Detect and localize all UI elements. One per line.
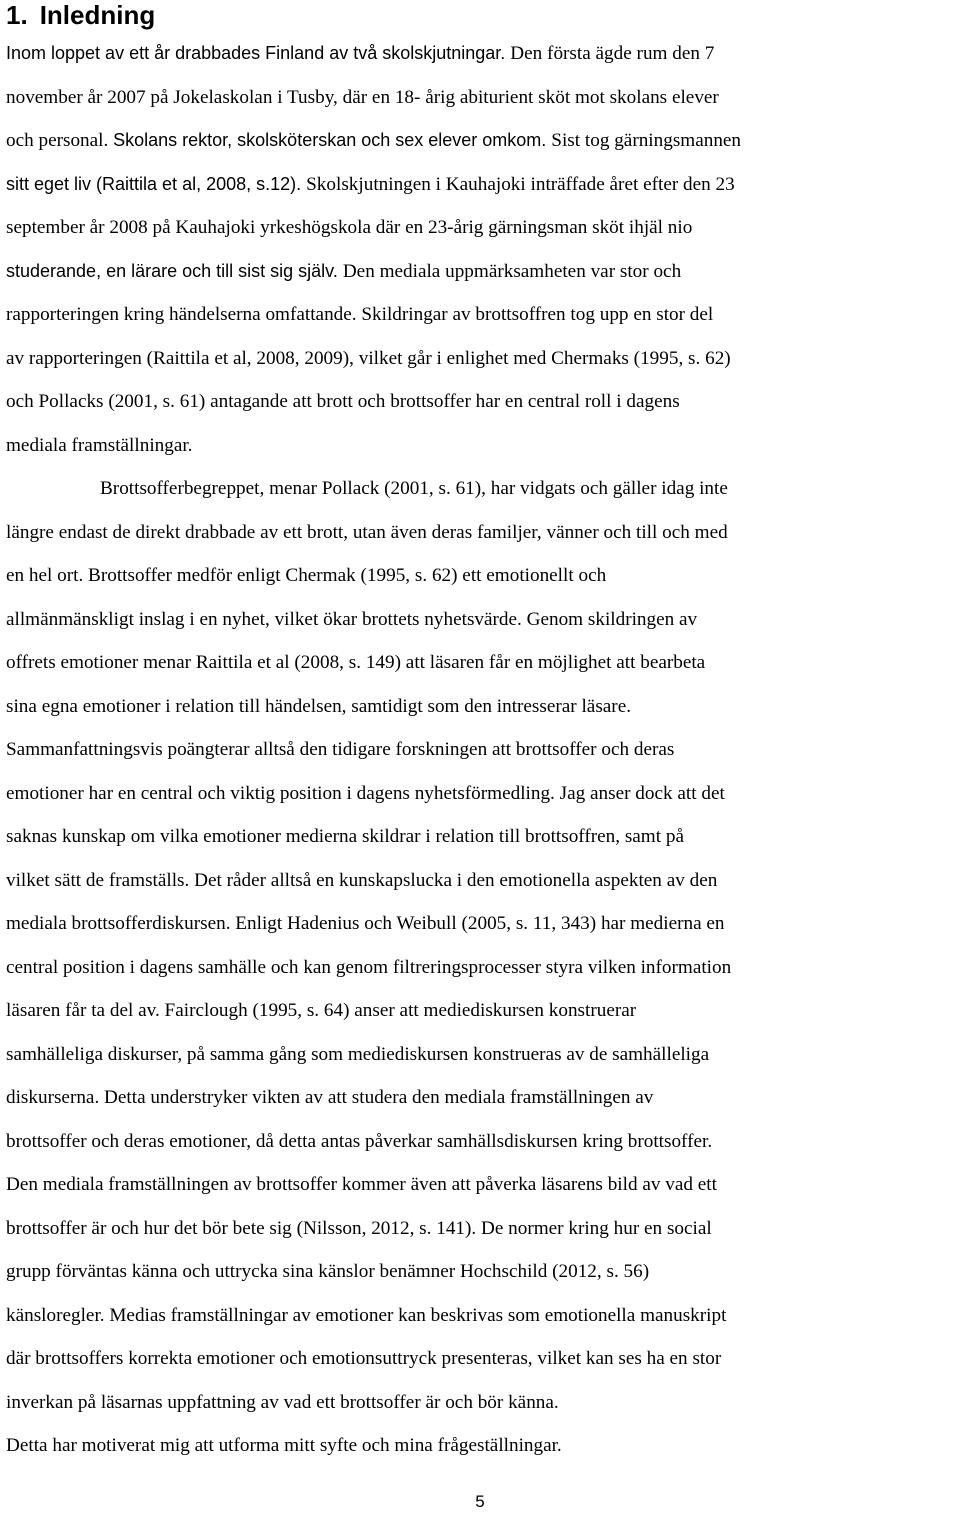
text-run: studerande, en lärare och till sist sig själv.: [6, 260, 343, 281]
text-line: [6, 772, 960, 816]
body-text: [6, 32, 960, 1468]
text-line: [6, 119, 960, 163]
text-run: brottsoffer är och hur det bör bete sig (Nilsson, 2012, s. 141). De normer kring hur en social: [6, 1217, 712, 1239]
text-run: inverkan på läsarnas uppfattning av vad ett brottsoffer är och bör känna.: [6, 1391, 559, 1413]
text-line: [6, 989, 960, 1033]
text-run: Detta har motiverat mig att utforma mitt syfte och mina frågeställningar.: [6, 1435, 562, 1456]
text-run: samhälleliga diskurser, på samma gång som mediediskursen konstrueras av de samhälleliga: [6, 1043, 710, 1065]
text-run: av rapporteringen (Raittila et al, 2008, 2009), vilket går i enlighet med Chermaks (1995, s. 62): [6, 347, 731, 369]
text-line: [6, 902, 960, 946]
text-line: [6, 641, 960, 685]
text-run: mediala framställningar.: [6, 434, 193, 456]
text-line: [6, 293, 960, 337]
text-run: rapporteringen kring händelserna omfattande. Skildringar av brottsoffren tog upp en stor del: [6, 304, 714, 325]
text-line: [6, 1294, 960, 1338]
text-run: Den första ägde rum den 7: [510, 43, 715, 64]
section-heading: [6, 0, 155, 30]
section-title: Inledning: [39, 0, 156, 30]
text-run: och Pollacks (2001, s. 61) antagande att brott och brottsoffer har en central roll i dagens: [6, 391, 680, 412]
text-line: [6, 815, 960, 859]
text-line: [6, 728, 960, 772]
section-number: 1.: [6, 0, 28, 30]
text-line: [6, 1250, 960, 1294]
text-line: [6, 380, 960, 424]
text-line: [6, 1337, 960, 1381]
paragraph-2: [6, 467, 960, 1468]
text-run: sina egna emotioner i relation till händelsen, samtidigt som den intresserar läsare.: [6, 695, 632, 717]
text-line: [6, 76, 960, 120]
text-line: [6, 511, 960, 555]
text-run: läsaren får ta del av. Fairclough (1995, s. 64) anser att mediediskursen konstruerar: [6, 1000, 637, 1021]
text-line: [6, 424, 960, 468]
text-run: vilket sätt de framställs. Det råder alltså en kunskapslucka i den emotionella aspekten av den: [6, 869, 718, 891]
text-run: september år 2008 på Kauhajoki yrkeshögskola där en 23-årig gärningsman sköt ihjäl nio: [6, 217, 693, 238]
text-line: [6, 554, 960, 598]
text-line: [6, 1381, 960, 1425]
text-run: emotioner har en central och viktig position i dagens nyhetsförmedling. Jag anser dock att det: [6, 782, 725, 804]
text-run: Inom loppet av ett år drabbades Finland av två skolskjutningar.: [6, 43, 511, 63]
page-number: 5: [475, 1492, 485, 1511]
text-line: [6, 946, 960, 990]
text-run: en hel ort. Brottsoffer medför enligt Chermak (1995, s. 62) ett emotionellt och: [6, 565, 607, 586]
text-run: november år 2007 på Jokelaskolan i Tusby, där en 18- årig abiturient sköt mot skolans elever: [6, 86, 719, 108]
text-line: [6, 685, 960, 729]
text-line: [6, 32, 960, 76]
text-line: [6, 1424, 960, 1468]
text-line: [6, 1120, 960, 1164]
text-run: offrets emotioner menar Raittila et al (2008, s. 149) att läsaren får en möjlighet att bearbeta: [6, 652, 706, 673]
text-run: Skolskjutningen i Kauhajoki inträffade året efter den 23: [306, 173, 735, 195]
text-run: brottsoffer och deras emotioner, då detta antas påverkar samhällsdiskursen kring brottsoffer.: [6, 1130, 713, 1152]
text-line: [6, 1163, 960, 1207]
text-run: grupp förväntas känna och uttrycka sina känslor benämner Hochschild (2012, s. 56): [6, 1261, 650, 1282]
paragraph-1: [6, 32, 960, 467]
text-run: allmänmänskligt inslag i en nyhet, vilket ökar brottets nyhetsvärde. Genom skildringen av: [6, 608, 698, 630]
text-line: [6, 1076, 960, 1120]
text-line: [6, 163, 960, 207]
text-line: [6, 467, 960, 511]
text-run: känsloregler. Medias framställningar av emotioner kan beskrivas som emotionella manuskript: [6, 1304, 727, 1326]
text-run: Den mediala uppmärksamheten var stor och: [342, 260, 682, 282]
text-line: [6, 1207, 960, 1251]
text-run: längre endast de direkt drabbade av ett brott, utan även deras familjer, vänner och till och med: [6, 521, 728, 543]
text-run: diskurserna. Detta understryker vikten av att studera den mediala framställningen av: [6, 1087, 654, 1108]
text-run: saknas kunskap om vilka emotioner medierna skildrar i relation till brottsoffren, samt på: [6, 826, 684, 847]
text-run: central position i dagens samhälle och kan genom filtreringsprocesser styra vilken information: [6, 956, 732, 978]
text-line: [6, 859, 960, 903]
text-run: Skolans rektor, skolsköterskan och sex elever omkom.: [113, 130, 552, 150]
text-run: mediala brottsofferdiskursen. Enligt Hadenius och Weibull (2005, s. 11, 343) har medierna en: [6, 913, 725, 934]
text-run: där brottsoffers korrekta emotioner och emotionsuttryck presenteras, vilket kan ses ha en stor: [6, 1348, 722, 1369]
text-run: Den mediala framställningen av brottsoffer kommer även att påverka läsarens bild av vad ett: [6, 1174, 717, 1195]
text-line: [6, 598, 960, 642]
text-run: Sammanfattningsvis poängterar alltså den tidigare forskningen att brottsoffer och deras: [6, 739, 675, 760]
text-run: och personal.: [6, 130, 114, 151]
text-run: Brottsofferbegreppet, menar Pollack (2001, s. 61), har vidgats och gäller idag inte: [100, 478, 728, 499]
text-line: [6, 206, 960, 250]
text-line: [6, 337, 960, 381]
text-line: [6, 1033, 960, 1077]
text-run: Sist tog gärningsmannen: [551, 130, 742, 151]
text-run: sitt eget liv (Raittila et al, 2008, s.12).: [6, 173, 307, 194]
text-line: [6, 250, 960, 294]
